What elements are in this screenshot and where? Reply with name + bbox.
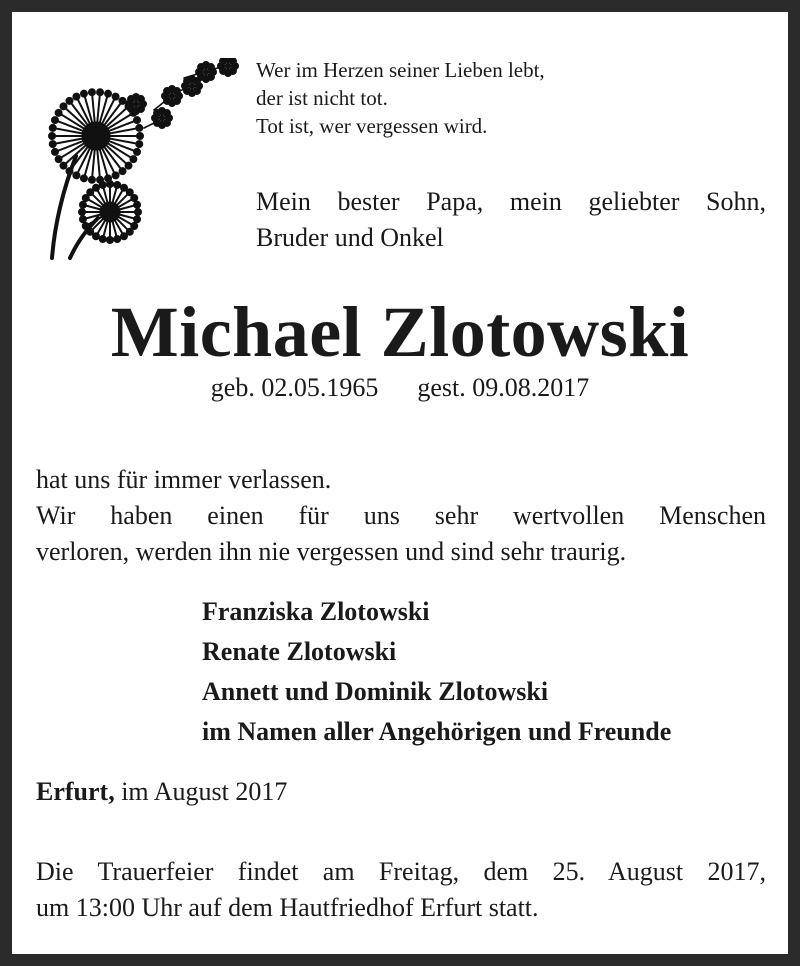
signer: im Namen aller Angehörigen und Freunde: [202, 717, 672, 746]
poem-line: Wer im Herzen seiner Lieben lebt,: [256, 58, 545, 82]
dandelion-icon: [34, 58, 244, 268]
funeral-info: [36, 854, 766, 926]
month-year: im August 2017: [121, 777, 288, 806]
signer: Franziska Zlotowski: [202, 597, 430, 626]
intro-line: Mein bester Papa, mein geliebter Sohn,: [256, 187, 766, 216]
signer: Renate Zlotowski: [202, 637, 397, 666]
city: Erfurt,: [36, 777, 115, 806]
intro: [256, 184, 766, 256]
poem-line: der ist nicht tot.: [256, 86, 388, 110]
obituary-card: [12, 12, 788, 954]
funeral-line: Die Trauerfeier findet am Freitag, dem 25. August 2017,: [36, 857, 766, 886]
message: [36, 462, 766, 570]
message-line: verloren, werden ihn nie vergessen und sind sehr traurig.: [36, 537, 627, 566]
life-dates: [12, 370, 788, 406]
message-line: Wir haben einen für uns sehr wertvollen Menschen: [36, 501, 766, 530]
deceased-name: Michael Zlotowski: [110, 292, 690, 372]
poem: [256, 56, 545, 140]
funeral-line: um 13:00 Uhr auf dem Hautfriedhof Erfurt statt.: [36, 893, 539, 922]
signer: Annett und Dominik Zlotowski: [202, 677, 549, 706]
place-date: [36, 774, 287, 810]
death-date: gest. 09.08.2017: [417, 373, 590, 402]
signers: [202, 592, 671, 752]
poem-line: Tot ist, wer vergessen wird.: [256, 114, 488, 138]
birth-date: geb. 02.05.1965: [210, 373, 379, 402]
message-line: hat uns für immer verlassen.: [36, 465, 332, 494]
intro-line: Bruder und Onkel: [256, 223, 444, 252]
